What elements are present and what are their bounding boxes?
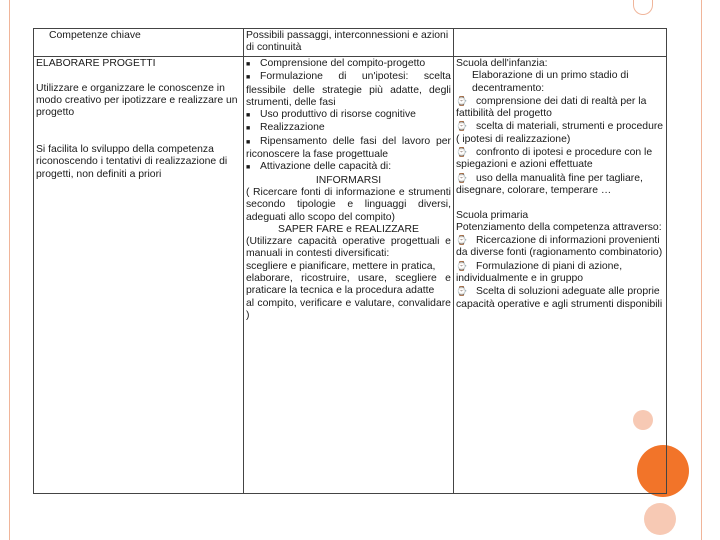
competenza-title: ELABORARE PROGETTI — [36, 58, 156, 69]
list-item: ⌚ uso della manualità fine per tagliare, disegnare, colorare, temperare … — [455, 172, 643, 196]
clock-icon: ⌚ — [455, 260, 468, 271]
clock-icon: ⌚ — [455, 235, 468, 246]
list-item: ⌚ comprensione dei dati di realtà per la fattibilità del progetto — [455, 95, 647, 120]
right-decorative-line — [701, 0, 702, 540]
saper-fare-text-2: scegliere e pianificare, mettere in pratica, — [245, 260, 436, 272]
primaria-subtitle: Potenziamento della competenza attraverso: — [455, 221, 662, 233]
square-bullet-icon: ■ — [245, 125, 251, 133]
clock-icon: ⌚ — [455, 121, 468, 132]
list-item: ⌚ confronto di ipotesi e procedure con le spiegazioni e azioni effettuate — [455, 147, 653, 171]
list-item: ■ Comprensione del compito-progetto — [246, 58, 451, 71]
clock-icon: ⌚ — [455, 147, 468, 158]
infanzia-subtitle: Elaborazione di un primo stadio di decentramento: — [471, 70, 629, 94]
saper-fare-title: SAPER FARE e REALIZZARE — [278, 223, 419, 235]
saper-fare-text-1: (Utilizzare capacità operative progettuali e manuali in contesti diversificati: — [245, 236, 451, 260]
square-bullet-icon: ■ — [245, 74, 251, 82]
competenza-facilitation: Si facilita lo sviluppo della competenza riconoscendo i tentativi di realizzazione di progetti, non definiti a priori — [36, 144, 228, 180]
clock-icon: ⌚ — [455, 286, 468, 297]
header-empty — [453, 29, 666, 57]
clock-icon: ⌚ — [455, 172, 468, 183]
table-header-row — [34, 29, 667, 57]
square-bullet-icon: ■ — [245, 164, 251, 172]
list-item: ■ Formulazione di un'ipotesi: scelta flessibile delle strategie più adatte, degli strumenti, delle fasi — [245, 71, 451, 108]
square-bullet-icon: ■ — [245, 61, 251, 68]
top-decorative-circle — [633, 0, 653, 15]
square-bullet-icon: ■ — [245, 138, 251, 146]
saper-fare-text-4: al compito, verificare e valutare, convalidare ) — [245, 297, 451, 321]
informarsi-text: ( Ricercare fonti di informazione e strumenti secondo tipologie e linguaggi diversi, adeguati allo scopo del compito) — [245, 186, 451, 223]
cell-scuole — [453, 57, 666, 494]
list-item: ⌚ Ricercazione di informazioni provenienti da diverse fonti (ragionamento combinatorio) — [455, 235, 663, 259]
header-competenze-chiave: Competenze chiave — [34, 29, 244, 57]
list-item: ■ Attivazione delle capacità di: — [246, 161, 451, 174]
list-item: ⌚ scelta di materiali, strumenti e procedure ( ipotesi di realizzazione) — [455, 121, 664, 145]
clock-icon: ⌚ — [455, 95, 468, 106]
small-decorative-circle — [644, 503, 676, 535]
infanzia-title: Scuola dell'infanzia: — [455, 58, 548, 69]
table-body-row — [34, 57, 667, 494]
informarsi-title: INFORMARSI — [315, 174, 382, 186]
left-decorative-line — [9, 0, 10, 540]
cell-passaggi — [243, 57, 453, 494]
list-item: ■ Realizzazione — [246, 122, 451, 135]
saper-fare-text-3: elaborare, ricostruire, usare, scegliere e praticare la tecnica e la procedura adatte — [245, 273, 451, 297]
header-possibili-passaggi: Possibili passaggi, interconnessioni e azioni di continuità — [243, 29, 453, 57]
cell-competenza — [34, 57, 244, 494]
list-item: ■ Ripensamento delle fasi del lavoro per riconoscere la fase progettuale — [245, 135, 451, 161]
competenza-description: Utilizzare e organizzare le conoscenze in modo creativo per ipotizzare e realizzare un progetto — [36, 82, 238, 119]
competence-table — [33, 28, 667, 494]
list-item: ⌚ Formulazione di piani di azione, individualmente e in gruppo — [455, 260, 623, 285]
primaria-title: Scuola primaria — [455, 209, 529, 221]
list-item: ■ Uso produttivo di risorse cognitive — [246, 109, 451, 122]
square-bullet-icon: ■ — [245, 112, 251, 120]
list-item: ⌚ Scelta di soluzioni adeguate alle proprie capacità operative e agli strumenti disponibili — [455, 286, 663, 310]
